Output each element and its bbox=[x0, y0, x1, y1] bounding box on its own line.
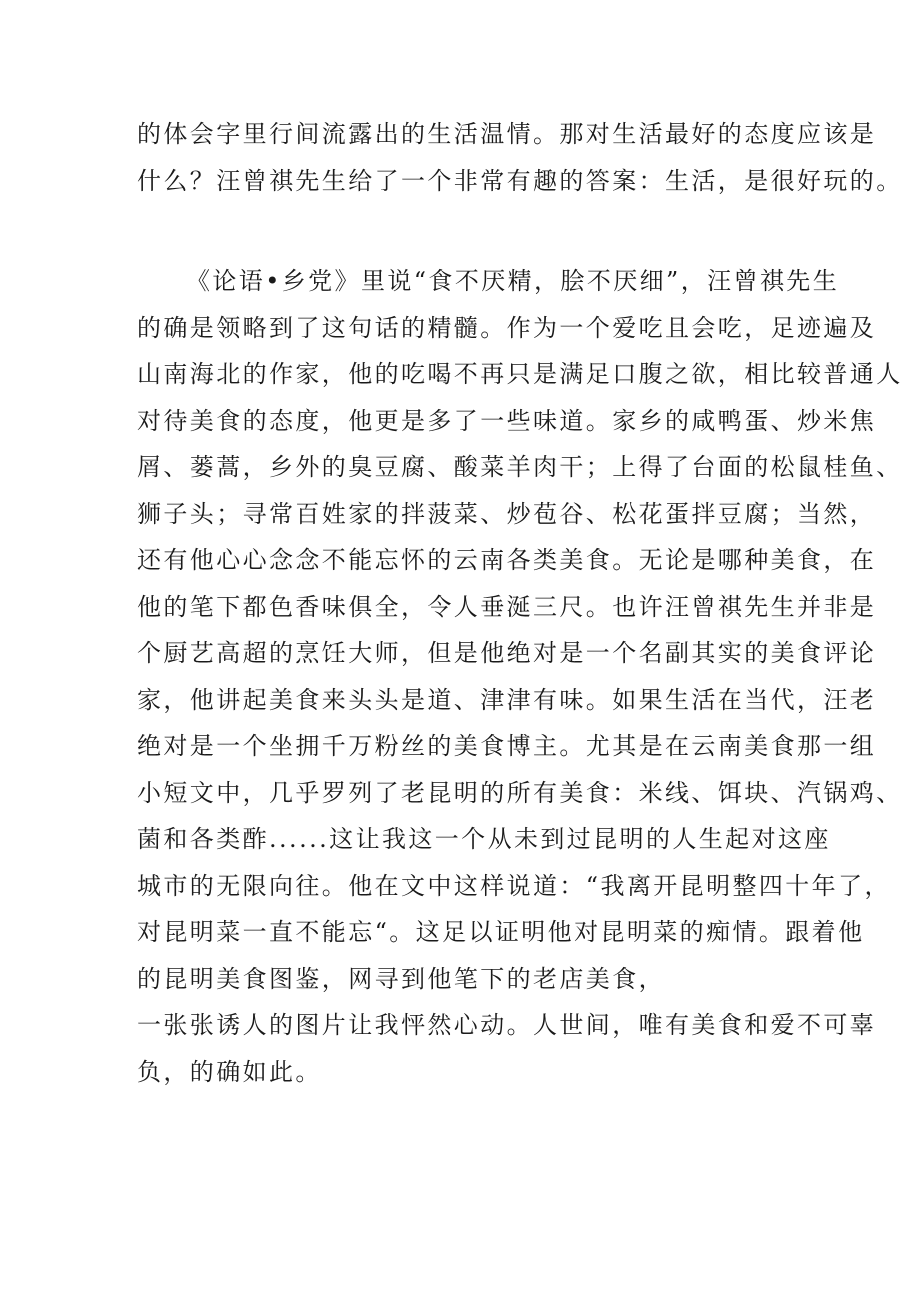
text-line: 对昆明菜一直不能忘“。这足以证明他对昆明菜的痴情。跟着他 bbox=[137, 918, 865, 946]
text-line: 负，的确如此。 bbox=[137, 1058, 322, 1086]
text-line: 屑、蒌蒿，乡外的臭豆腐、酸菜羊肉干；上得了台面的松鼠桂鱼、 bbox=[137, 453, 903, 481]
text-line: 的体会字里行间流露出的生活温情。那对生活最好的态度应该是 bbox=[137, 120, 877, 148]
text-line: 的确是领略到了这句话的精髓。作为一个爱吃且会吃，足迹遍及 bbox=[137, 314, 877, 342]
text-line: 城市的无限向往。他在文中这样说道：“我离开昆明整四十年了， bbox=[137, 872, 891, 900]
text-line: 的昆明美食图鉴，网寻到他笔下的老店美食， bbox=[137, 965, 665, 993]
text-line: 家，他讲起美食来头头是道、津津有味。如果生活在当代，汪老 bbox=[137, 686, 877, 714]
text-line: 还有他心心念念不能忘怀的云南各类美食。无论是哪种美食，在 bbox=[137, 546, 877, 574]
text-line: 菌和各类酢......这让我这一个从未到过昆明的人生起对这座 bbox=[137, 825, 831, 853]
text-line: 一张张诱人的图片让我怦然心动。人世间，唯有美食和爱不可辜 bbox=[137, 1011, 877, 1039]
text-line: 山南海北的作家，他的吃喝不再只是满足口腹之欲，相比较普通人 bbox=[137, 360, 903, 388]
text-line: 个厨艺高超的烹饪大师，但是他绝对是一个名副其实的美食评论 bbox=[137, 639, 877, 667]
text-line: 什么？汪曾祺先生给了一个非常有趣的答案：生活，是很好玩的。 bbox=[137, 167, 903, 195]
text-line: 狮子头；寻常百姓家的拌菠菜、炒苞谷、松花蛋拌豆腐；当然， bbox=[137, 500, 877, 528]
text-line: 小短文中，几乎罗列了老昆明的所有美食：米线、饵块、汽锅鸡、 bbox=[137, 779, 903, 807]
text-line: 他的笔下都色香味俱全，令人垂涎三尺。也许汪曾祺先生并非是 bbox=[137, 593, 877, 621]
text-line: 对待美食的态度，他更是多了一些味道。家乡的咸鸭蛋、炒米焦 bbox=[137, 407, 877, 435]
text-line: 《论语•乡党》里说“食不厌精，脍不厌细”，汪曾祺先生 bbox=[186, 267, 840, 295]
text-line: 绝对是一个坐拥千万粉丝的美食博主。尤其是在云南美食那一组 bbox=[137, 732, 877, 760]
